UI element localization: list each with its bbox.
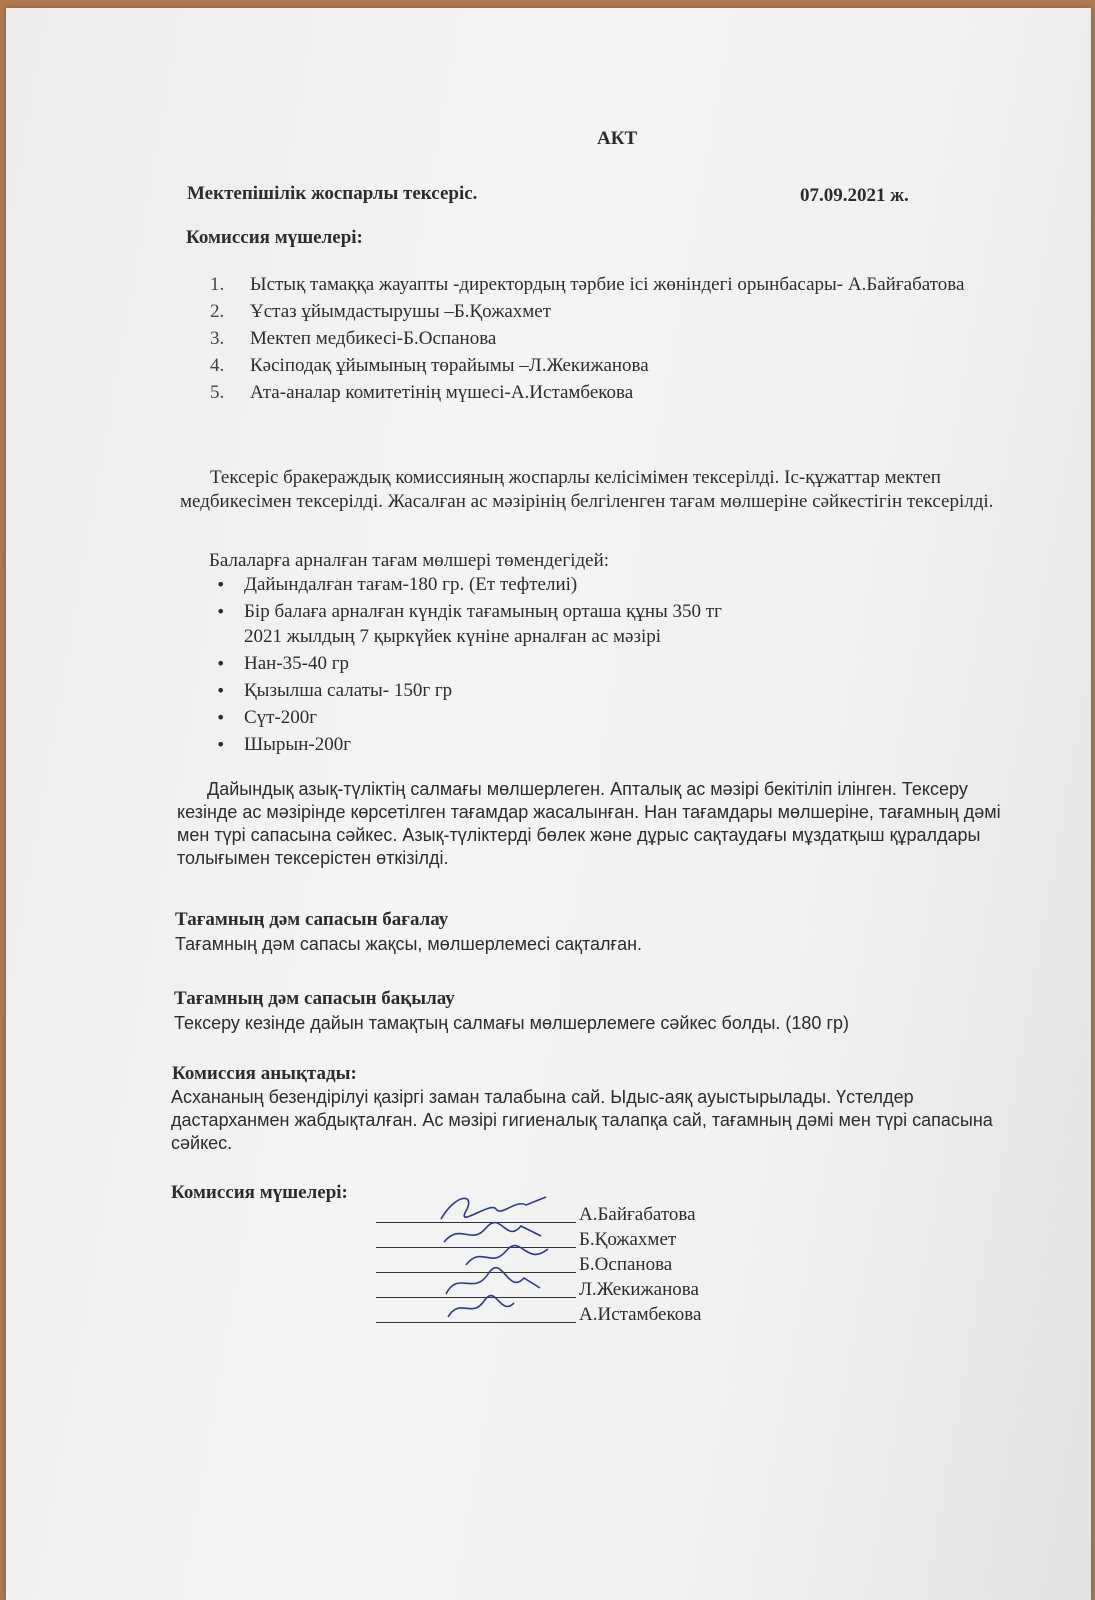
document-date: 07.09.2021 ж. [800, 185, 909, 206]
inspection-type: Мектепішілік жоспарлы тексеріс. [187, 183, 478, 204]
signatures-heading: Комиссия мүшелері: [171, 1182, 348, 1203]
signatory-name: А.Байғабатова [579, 1204, 696, 1225]
list-item: 3. Мектеп медбикесі-Б.Оспанова [210, 328, 497, 349]
list-item: • Нан-35-40 гр [216, 651, 722, 676]
signatory-name: А.Истамбекова [579, 1304, 702, 1325]
taste-eval-heading: Тағамның дәм сапасын бағалау [175, 909, 449, 930]
list-item: • Дайындалған тағам-180 гр. (Ет тефтелиі) [216, 572, 722, 597]
signature-row [376, 1303, 776, 1327]
list-item: • Шырын-200г [216, 732, 722, 757]
list-item: 4. Кәсіподақ ұйымының төрайымы –Л.Жекижанова [210, 355, 649, 376]
taste-control-text: Тексеру кезінде дайын тамақтың салмағы мөлшерлемеге сәйкес болды. (180 гр) [174, 1013, 850, 1033]
list-item: 2. Ұстаз ұйымдастырушы –Б.Қожахмет [210, 301, 552, 322]
taste-eval-text: Тағамның дәм сапасы жақсы, мөлшерлемесі сақталған. [175, 934, 643, 954]
list-item: 1. Ыстық тамаққа жауапты -директордың тәрбие ісі жөніндегі орынбасары- А.Байғабатова [210, 274, 965, 295]
menu-note: 2021 жылдың 7 қыркүйек күніне арналған ас мәзірі [244, 626, 662, 647]
list-item: • Бір балаға арналған күндік тағамының орташа құны 350 тг 2021 жылдың 7 қыркүйек күніне арналған ас мәзірі [216, 599, 722, 649]
signatory-name: Б.Оспанова [579, 1254, 673, 1275]
commission-heading: Комиссия мүшелері: [186, 227, 363, 248]
taste-control-heading: Тағамның дәм сапасын бақылау [174, 988, 455, 1009]
portions-list [216, 572, 722, 759]
signatory-name: Б.Қожахмет [579, 1229, 677, 1250]
findings-heading: Комиссия анықтады: [172, 1063, 357, 1084]
signatory-name: Л.Жекижанова [579, 1279, 699, 1300]
inspection-paragraph: Тексеріс бракераждық комиссияның жоспарлы келісімімен тексерілді. Іс-құжаттар мектеп медбикесімен тексерілді. Жасалған ас мәзірінің белгіленген тағам мөлшеріне сәйкестігін тексерілді. [180, 467, 994, 512]
signature-line [376, 1322, 576, 1323]
document-title: АКТ [597, 128, 638, 149]
list-item: 5. Ата-аналар комитетінің мүшесі-А.Истамбекова [210, 382, 634, 403]
preparation-paragraph: Дайындық азық-түліктің салмағы мөлшерлеген. Апталық ас мәзірі бекітіліп ілінген. Тексеру кезінде ас мәзірінде көрсетілген тағамдар жасалынған. Нан тағамдары мөлшеріне, тағамның дәмі мен түрі сапасына сәйкес. Азық-түліктерді бөлек және дұрыс сақтаудағы мұздатқыш құралдары толығымен тексерістен өткізілді. [177, 779, 1001, 868]
commission-members-list [210, 272, 990, 407]
document-page [6, 8, 1091, 1600]
portions-intro: Балаларға арналған тағам мөлшері төмендегідей: [209, 550, 610, 571]
list-item: • Қызылша салаты- 150г гр [216, 678, 722, 703]
findings-text: Асхананың безендірілуі қазіргі заман талабына сай. Ыдыс-аяқ ауыстырылады. Үстелдер дастарханмен жабдықталған. Ас мәзірі гигиеналық талапқа сай, тағамның дәмі мен түрі сапасына сәйкес. [171, 1087, 993, 1153]
list-item: • Сүт-200г [216, 705, 722, 730]
